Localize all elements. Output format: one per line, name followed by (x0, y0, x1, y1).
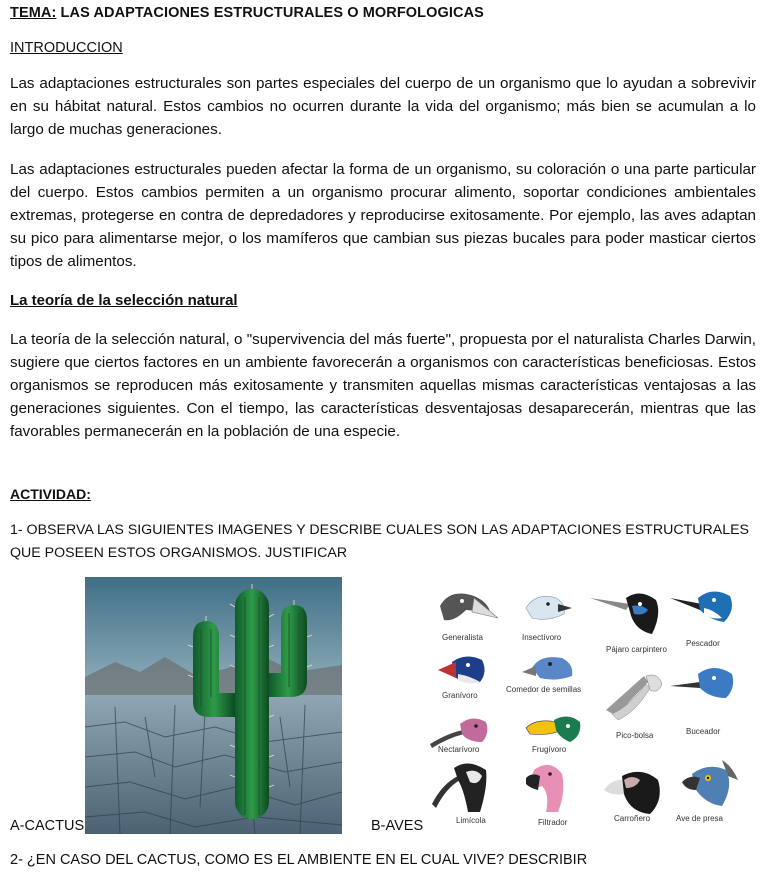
document-title (10, 5, 484, 21)
ave-presa-bird (682, 760, 738, 806)
label-b-aves: B-AVES (371, 818, 424, 834)
paragraph-2: Las adaptaciones estructurales pueden afectar la forma de un organismo, su coloración o una parte particular del cuerpo. Estos cambios permiten a un organismo procurar alimento, soportar condiciones ambientales extremas, protegerse en contra de depredadores y reproducirse exitosamente. Por ejemplo, las aves adaptan su pico para alimentarse mejor, o los mamíferos que cambian sus piezas bucales para poder masticar ciertos tipos de alimentos. (10, 161, 756, 270)
nectarivoro-bird (430, 718, 487, 748)
buceador-bird (670, 668, 733, 698)
carronero-label: Carroñero (614, 814, 651, 823)
title-text: LAS ADAPTACIONES ESTRUCTURALES O MORFOLOGICAS (56, 5, 484, 21)
pico-bolsa-bird (606, 675, 662, 720)
generalista-bird (440, 594, 498, 621)
granivoro-bird (438, 656, 485, 683)
paragraph-1: Las adaptaciones estructurales son partes especiales del cuerpo de un organismo que lo ayudan a sobrevivir en su hábitat natural. Estos cambios no ocurren durante la vida del organismo; más bien se acumulan a lo largo de muchas generaciones. (10, 75, 756, 138)
label-a-cactus: A-CACTUS (10, 818, 85, 834)
intro-heading: INTRODUCCION (10, 40, 123, 56)
carronero-bird (604, 772, 660, 814)
insectivoro-label: Insectívoro (522, 633, 562, 642)
pajaro-carpintero-bird (590, 593, 658, 634)
generalista-label: Generalista (442, 633, 483, 642)
pico-bolsa-label: Pico-bolsa (616, 731, 654, 740)
comedor-semillas-bird (522, 657, 572, 679)
nectarivoro-label: Nectarívoro (438, 745, 480, 754)
ave-presa-label: Ave de presa (676, 814, 723, 823)
limicola-label: Limícola (456, 816, 486, 825)
bird-beaks-image (420, 580, 755, 835)
frugivoro-bird (526, 716, 580, 742)
filtrador-bird (526, 765, 563, 812)
pescador-label: Pescador (686, 639, 720, 648)
cactus-image (85, 577, 342, 834)
limicola-bird (432, 763, 486, 812)
granivoro-label: Granívoro (442, 691, 478, 700)
question-2: 2- ¿EN CASO DEL CACTUS, COMO ES EL AMBIENTE EN EL CUAL VIVE? DESCRIBIR (10, 852, 588, 868)
question-1: 1- OBSERVA LAS SIGUIENTES IMAGENES Y DESCRIBE CUALES SON LAS ADAPTACIONES ESTRUCTURALES QUE POSEEN ESTOS ORGANISMOS. JUSTIFICAR (10, 522, 750, 561)
title-prefix: TEMA: (10, 5, 57, 21)
comedor-semillas-label: Comedor de semillas (506, 685, 582, 694)
section-heading: La teoría de la selección natural (10, 292, 238, 309)
pajaro-carpintero-label: Pájaro carpintero (606, 645, 667, 654)
insectivoro-bird (526, 596, 572, 619)
pescador-bird (670, 591, 732, 622)
frugivoro-label: Frugívoro (532, 745, 567, 754)
filtrador-label: Filtrador (538, 818, 568, 827)
buceador-label: Buceador (686, 727, 721, 736)
paragraph-3: La teoría de la selección natural, o "supervivencia del más fuerte", propuesta por el naturalista Charles Darwin, sugiere que ciertos factores en un ambiente favorecerán a organismos con características beneficiosas. Estos organismos se reproducen más exitosamente y transmiten aquellas mismas características ventajosas a las generaciones siguientes. Con el tiempo, las características desventajosas desaparecerán, mientras que las favorables permanecerán en la población de una especie. (10, 331, 756, 440)
activity-heading: ACTIVIDAD: (10, 486, 91, 502)
